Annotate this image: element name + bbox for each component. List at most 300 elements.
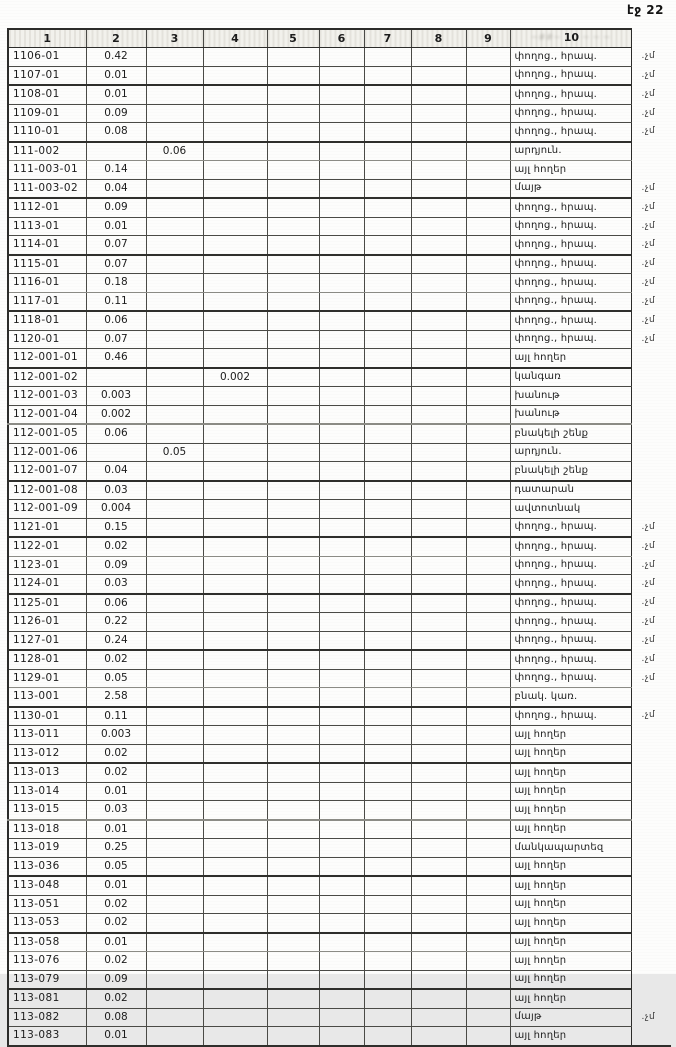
cell-parcel-code: 1114-01 [8,236,86,255]
cell-empty [319,952,364,971]
cell-empty [466,914,510,933]
cell-empty [319,839,364,858]
table-row [8,387,671,406]
cell-area-value: 0.02 [86,537,146,556]
cell-parcel-code: 113-079 [8,970,86,989]
cell-empty [267,198,319,217]
cell-parcel-code: 1110-01 [8,123,86,142]
margin-annotation [631,161,671,180]
cell-col4-value [203,839,267,858]
cell-land-use-type: այլ հողեր [510,1027,631,1046]
table-row [8,424,671,443]
cell-area-value [86,443,146,462]
cell-empty [267,443,319,462]
cell-land-use-type: այլ հողեր [510,726,631,745]
cell-parcel-code: 112-001-08 [8,481,86,500]
cell-empty [466,631,510,650]
cell-land-use-type: մայթ [510,1008,631,1027]
cell-col3-value [146,311,203,330]
cell-col3-value [146,236,203,255]
cell-empty [267,518,319,537]
cell-empty [319,782,364,801]
cell-land-use-type: արդյուն. [510,443,631,462]
cell-empty [364,556,411,575]
cell-land-use-type: խանութ [510,387,631,406]
cell-area-value: 0.25 [86,839,146,858]
cell-empty [466,707,510,726]
cell-parcel-code: 1116-01 [8,274,86,293]
cell-empty [267,914,319,933]
cell-empty [411,895,466,914]
cell-col4-value [203,763,267,782]
column-header-3: 3 [146,29,203,48]
cell-empty [319,500,364,519]
cell-col4-value [203,801,267,820]
cell-col4-value [203,726,267,745]
cell-area-value: 0.46 [86,349,146,368]
cell-empty [267,726,319,745]
cell-parcel-code: 112-001-07 [8,462,86,481]
cell-land-use-type: մայթ [510,179,631,198]
cell-area-value: 0.02 [86,650,146,669]
cell-land-use-type: այլ հողեր [510,782,631,801]
margin-annotation [631,500,671,519]
cell-empty [364,707,411,726]
cell-empty [319,311,364,330]
cell-parcel-code: 112-001-02 [8,368,86,387]
cell-col4-value [203,895,267,914]
cell-empty [364,763,411,782]
cell-parcel-code: 113-048 [8,876,86,895]
cell-col4-value [203,48,267,67]
cell-empty [411,1027,466,1046]
cell-land-use-type: դատարան [510,481,631,500]
cell-empty [411,66,466,85]
cell-empty [411,952,466,971]
margin-annotation [631,1027,671,1046]
margin-annotation: .չմ [641,314,656,325]
cell-empty [411,161,466,180]
cell-parcel-code: 113-053 [8,914,86,933]
cell-empty [411,405,466,424]
cell-area-value: 0.06 [86,424,146,443]
cell-col3-value [146,161,203,180]
cell-empty [319,123,364,142]
cell-area-value: 0.09 [86,970,146,989]
table-body [8,48,671,1046]
cell-area-value: 0.01 [86,1027,146,1046]
cell-empty [411,801,466,820]
cell-land-use-type: այլ հողեր [510,933,631,952]
cell-area-value: 0.07 [86,330,146,349]
column-header-10: ~##~ 10 ~ ~ ~ [510,29,631,48]
cell-empty [466,782,510,801]
margin-annotation: .չմ [641,295,656,306]
cell-col4-value [203,255,267,274]
table-row [8,763,671,782]
cell-empty [319,198,364,217]
cell-empty [267,330,319,349]
cell-empty [364,292,411,311]
cell-land-use-type: փողոց., հրապ. [510,631,631,650]
table-row [8,650,671,669]
margin-annotation [631,744,671,763]
cell-area-value: 0.42 [86,48,146,67]
cell-empty [319,556,364,575]
cell-empty [319,405,364,424]
margin-annotation [631,933,671,952]
table-row [8,104,671,123]
cell-land-use-type: փողոց., հրապ. [510,85,631,104]
table-row [8,556,671,575]
cell-land-use-type: փողոց., հրապ. [510,556,631,575]
cell-col4-value [203,85,267,104]
cell-empty [319,876,364,895]
cell-empty [267,782,319,801]
cell-area-value: 0.02 [86,763,146,782]
cell-empty [364,443,411,462]
cell-col4-value [203,161,267,180]
cell-empty [364,161,411,180]
cell-col3-value [146,462,203,481]
cell-empty [319,462,364,481]
cell-col4-value [203,857,267,876]
cell-parcel-code: 1106-01 [8,48,86,67]
table-row [8,782,671,801]
cell-parcel-code: 111-003-01 [8,161,86,180]
cell-area-value: 0.02 [86,989,146,1008]
cell-empty [319,801,364,820]
table-row [8,726,671,745]
cell-empty [267,669,319,688]
cell-empty [364,952,411,971]
cell-parcel-code: 113-082 [8,1008,86,1027]
cell-parcel-code: 1118-01 [8,311,86,330]
margin-annotation: .չմ [641,201,656,212]
cell-empty [364,613,411,632]
cell-land-use-type: այլ հողեր [510,952,631,971]
cell-empty [267,952,319,971]
cell-col4-value [203,914,267,933]
cell-empty [364,726,411,745]
cell-empty [364,387,411,406]
margin-annotation: .չմ [641,277,656,288]
margin-annotation [631,462,671,481]
margin-annotation: .չմ [641,258,656,269]
cell-empty [466,839,510,858]
cell-land-use-type: փողոց., հրապ. [510,575,631,594]
margin-annotation: .չմ [641,540,656,551]
cell-empty [267,104,319,123]
cell-parcel-code: 112-001-09 [8,500,86,519]
cell-empty [364,1008,411,1027]
cell-col3-value [146,594,203,613]
cell-empty [364,820,411,839]
cell-parcel-code: 1107-01 [8,66,86,85]
cell-empty [319,1027,364,1046]
cell-empty [466,801,510,820]
cell-empty [267,744,319,763]
cell-col4-value: 0.002 [203,368,267,387]
cell-col3-value [146,688,203,707]
cell-empty [364,104,411,123]
table-row [8,857,671,876]
cell-parcel-code: 113-011 [8,726,86,745]
cell-empty [466,613,510,632]
cell-empty [267,820,319,839]
cell-empty [267,405,319,424]
cell-parcel-code: 113-013 [8,763,86,782]
cell-parcel-code: 113-018 [8,820,86,839]
cell-empty [267,142,319,161]
cell-empty [411,631,466,650]
cell-empty [267,933,319,952]
cell-col4-value [203,481,267,500]
cell-empty [466,255,510,274]
table-row [8,236,671,255]
cell-land-use-type: փողոց., հրապ. [510,48,631,67]
cell-col4-value [203,405,267,424]
cell-empty [267,292,319,311]
cell-empty [364,123,411,142]
cell-area-value: 0.07 [86,236,146,255]
cell-parcel-code: 113-001 [8,688,86,707]
cell-empty [364,782,411,801]
cell-land-use-type: այլ հողեր [510,744,631,763]
cell-area-value: 0.14 [86,161,146,180]
cell-empty [267,707,319,726]
cell-empty [364,518,411,537]
margin-annotation [631,349,671,368]
cell-empty [364,650,411,669]
cell-area-value: 0.01 [86,217,146,236]
margin-annotation [631,801,671,820]
margin-annotation: .չմ [641,578,656,589]
cell-area-value: 0.01 [86,782,146,801]
cell-empty [267,989,319,1008]
cell-empty [364,594,411,613]
table-row [8,933,671,952]
cell-col4-value [203,104,267,123]
cell-land-use-type: բնակելի շենք [510,424,631,443]
cell-empty [319,669,364,688]
table-row [8,368,671,387]
cell-area-value: 0.08 [86,1008,146,1027]
table-row [8,970,671,989]
cell-empty [466,462,510,481]
cell-empty [364,349,411,368]
cell-parcel-code: 112-001-05 [8,424,86,443]
cell-parcel-code: 1128-01 [8,650,86,669]
cell-empty [411,85,466,104]
cell-land-use-type: այլ հողեր [510,349,631,368]
cell-col4-value [203,820,267,839]
cell-empty [319,914,364,933]
cell-col3-value [146,744,203,763]
cell-col3-value [146,613,203,632]
cell-empty [466,274,510,293]
table-row [8,462,671,481]
cell-empty [319,349,364,368]
cell-land-use-type: փողոց., հրապ. [510,255,631,274]
cell-empty [319,594,364,613]
cell-land-use-type: փողոց., հրապ. [510,330,631,349]
cell-empty [466,556,510,575]
table-row [8,405,671,424]
cell-empty [364,368,411,387]
cell-area-value: 0.09 [86,198,146,217]
margin-annotation [631,405,671,424]
cell-parcel-code: 113-015 [8,801,86,820]
cell-empty [364,876,411,895]
cell-col3-value [146,274,203,293]
cell-area-value: 0.08 [86,123,146,142]
cell-area-value: 0.24 [86,631,146,650]
margin-header-spacer [631,29,671,48]
cell-empty [267,217,319,236]
table-row [8,330,671,349]
cell-col4-value [203,424,267,443]
cell-empty [364,914,411,933]
cell-empty [364,895,411,914]
margin-annotation: .չմ [641,653,656,664]
cell-parcel-code: 113-036 [8,857,86,876]
cell-col3-value [146,481,203,500]
cell-col3-value [146,198,203,217]
cell-col3-value [146,650,203,669]
cell-empty [466,594,510,613]
cell-col4-value [203,462,267,481]
cell-land-use-type: այլ հողեր [510,857,631,876]
cell-empty [466,1008,510,1027]
margin-annotation [631,481,671,500]
margin-annotation [631,952,671,971]
cell-col3-value [146,1008,203,1027]
cell-empty [364,688,411,707]
cell-empty [267,274,319,293]
column-header-6: 6 [319,29,364,48]
cell-parcel-code: 1125-01 [8,594,86,613]
cell-col3-value [146,387,203,406]
cell-area-value: 0.09 [86,104,146,123]
cell-col3-value [146,179,203,198]
cell-parcel-code: 1123-01 [8,556,86,575]
cell-col3-value [146,801,203,820]
cell-empty [267,500,319,519]
cell-empty [364,462,411,481]
table-row [8,217,671,236]
cell-col3-value [146,857,203,876]
cell-empty [466,481,510,500]
cell-empty [411,914,466,933]
cell-col4-value [203,66,267,85]
cell-empty [466,876,510,895]
table-row [8,895,671,914]
cell-col4-value [203,575,267,594]
cell-empty [267,66,319,85]
cell-empty [267,575,319,594]
cell-empty [364,537,411,556]
cell-area-value: 0.18 [86,274,146,293]
cell-empty [411,876,466,895]
cell-empty [267,556,319,575]
cell-col4-value [203,387,267,406]
cell-empty [466,123,510,142]
cell-col3-value [146,48,203,67]
cell-parcel-code: 1121-01 [8,518,86,537]
cell-empty [466,387,510,406]
table-row [8,123,671,142]
cell-parcel-code: 111-002 [8,142,86,161]
cell-col4-value [203,707,267,726]
cell-empty [267,311,319,330]
cell-parcel-code: 112-001-04 [8,405,86,424]
cell-col3-value [146,970,203,989]
table-row [8,914,671,933]
cell-empty [267,179,319,198]
table-row [8,518,671,537]
cell-empty [411,857,466,876]
cell-empty [411,424,466,443]
cell-empty [411,349,466,368]
table-row [8,443,671,462]
table-row [8,161,671,180]
cell-empty [364,500,411,519]
column-header-2: 2 [86,29,146,48]
cell-col4-value [203,876,267,895]
cell-col3-value [146,914,203,933]
cell-empty [364,236,411,255]
cell-parcel-code: 113-081 [8,989,86,1008]
cell-empty [466,500,510,519]
cell-empty [364,481,411,500]
cell-empty [364,311,411,330]
cell-empty [411,613,466,632]
cell-empty [364,669,411,688]
table-row [8,952,671,971]
table-row [8,292,671,311]
cell-empty [267,1008,319,1027]
cell-empty [466,236,510,255]
cell-area-value: 0.05 [86,669,146,688]
cell-empty [267,349,319,368]
cell-parcel-code: 1109-01 [8,104,86,123]
cell-empty [267,970,319,989]
cell-empty [364,989,411,1008]
cell-empty [267,537,319,556]
cell-empty [267,650,319,669]
cell-empty [267,236,319,255]
cell-empty [411,274,466,293]
table-row [8,481,671,500]
margin-annotation [631,688,671,707]
margin-annotation: .չմ [641,616,656,627]
cell-col3-value [146,255,203,274]
cell-empty [411,179,466,198]
cell-empty [411,688,466,707]
cell-empty [466,66,510,85]
cell-land-use-type: փողոց., հրապ. [510,123,631,142]
cell-parcel-code: 113-076 [8,952,86,971]
table-row [8,801,671,820]
cell-area-value: 0.06 [86,311,146,330]
cell-empty [466,989,510,1008]
margin-annotation: .չմ [641,126,656,137]
cell-land-use-type: փողոց., հրապ. [510,613,631,632]
cell-empty [319,217,364,236]
cell-area-value: 0.002 [86,405,146,424]
cell-empty [267,1027,319,1046]
